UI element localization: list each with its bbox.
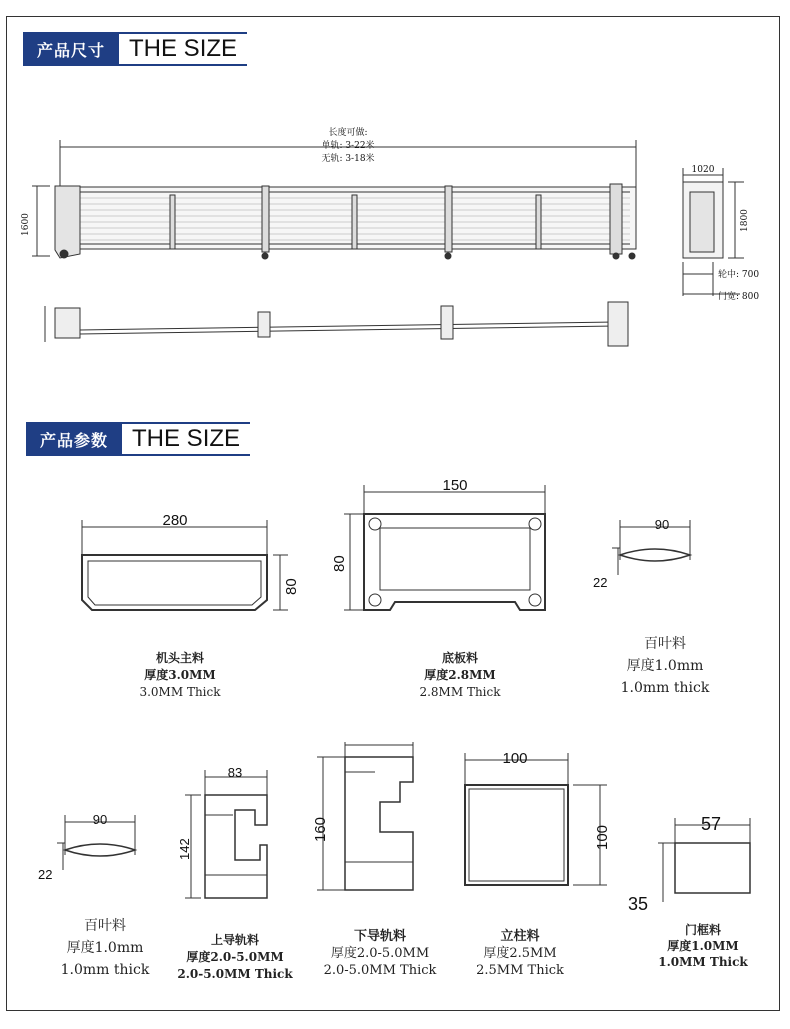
profile-drawing-louvre (590, 515, 700, 595)
profile-thickness-cn: 厚度1.0mm (626, 658, 704, 674)
profile-name: 下导轨料 (353, 929, 406, 944)
dim-label: 90 (654, 517, 670, 532)
section-title-en: THE SIZE (122, 422, 250, 456)
profile-thickness-en: 2.5MM Thick (476, 963, 564, 978)
profile-thickness-cn: 厚度2.5MM (483, 946, 557, 961)
profile-label-louvre (595, 633, 735, 699)
profile-drawing-louvre-2 (35, 810, 145, 890)
section-title-cn: 产品参数 (26, 422, 122, 456)
dim-label: 22 (38, 867, 53, 882)
gate-front-elevation (0, 0, 790, 300)
wheel-center-label: 轮中: 700 (718, 270, 760, 280)
section-title-en: THE SIZE (119, 32, 247, 66)
profile-label-door-frame (648, 922, 758, 970)
profile-thickness-en: 2.8MM Thick (419, 685, 501, 699)
dim-label: 83 (227, 765, 243, 780)
section-header-params (26, 422, 250, 456)
length-title: 长度可做: (328, 128, 368, 138)
dim-label: 80 (283, 578, 300, 595)
length-single-rail: 单轨: 3-22米 (321, 141, 375, 151)
profile-thickness-cn: 厚度1.0mm (66, 940, 144, 956)
profile-label-louvre-2 (35, 915, 175, 981)
profile-thickness-cn: 厚度2.8MM (424, 668, 496, 682)
dim-label: 100 (594, 824, 611, 850)
dim-label: 100 (502, 750, 528, 767)
profile-name: 机头主料 (155, 651, 204, 665)
dim-label: 80 (331, 555, 348, 572)
height-label: 1600 (21, 213, 31, 236)
profile-name: 立柱料 (500, 929, 540, 944)
profile-drawing-head (70, 512, 300, 635)
dim-label: 22 (593, 575, 608, 590)
profile-thickness-cn: 厚度3.0MM (144, 668, 216, 682)
dim-label: 142 (177, 838, 192, 860)
dim-label: 280 (162, 512, 188, 529)
profile-thickness-en: 1.0MM Thick (658, 955, 748, 969)
dim-label: 160 (312, 816, 329, 842)
profile-name: 百叶料 (84, 918, 126, 934)
profile-thickness-en: 1.0mm thick (620, 680, 710, 696)
section-title-cn: 产品尺寸 (23, 32, 119, 66)
profile-name: 上导轨料 (210, 933, 259, 947)
profile-thickness-en: 2.0-5.0MM Thick (323, 963, 437, 978)
profile-label-upper-rail (170, 932, 300, 983)
dim-label: 35 (628, 894, 649, 914)
profile-drawing-post (455, 745, 615, 895)
profile-thickness-en: 2.0-5.0MM Thick (177, 967, 293, 981)
profile-drawing-lower-rail (305, 742, 425, 892)
profile-thickness-cn: 厚度2.0-5.0MM (186, 950, 284, 964)
dim-label: 57 (700, 814, 722, 834)
profile-drawing-door-frame (625, 810, 765, 920)
profile-thickness-cn: 厚度1.0MM (667, 939, 739, 953)
profile-label-post (460, 928, 580, 979)
profile-thickness-cn: 厚度2.0-5.0MM (330, 946, 430, 961)
profile-name: 门框料 (684, 923, 721, 937)
profile-label-base (390, 650, 530, 701)
profile-name: 百叶料 (644, 636, 686, 652)
profile-name: 底板料 (441, 651, 478, 665)
profile-drawing-upper-rail (175, 765, 285, 905)
profile-label-head (110, 650, 250, 701)
side-height-label: 1800 (740, 209, 750, 232)
door-width-label: 门宽: 800 (718, 292, 760, 302)
profile-thickness-en: 1.0mm thick (60, 962, 150, 978)
side-width-label: 1020 (691, 165, 715, 175)
profile-drawing-base (330, 477, 560, 622)
dim-label: 90 (92, 812, 108, 827)
length-no-rail: 无轨: 3-18米 (321, 154, 375, 164)
dim-label: 150 (442, 477, 468, 494)
profile-thickness-en: 3.0MM Thick (139, 685, 221, 699)
profile-label-lower-rail (315, 928, 445, 979)
